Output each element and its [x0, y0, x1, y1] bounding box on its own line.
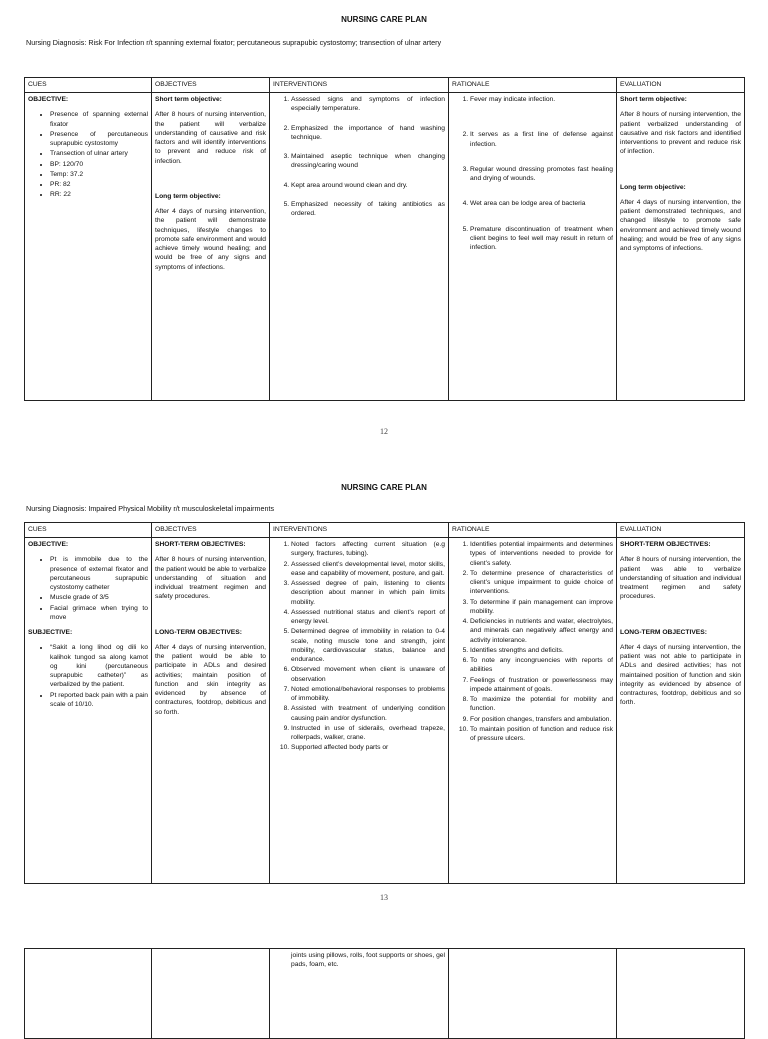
long-term-heading: LONG-TERM OBJECTIVES: [155, 628, 242, 636]
list-item: 2. It serves as a first line of defense against infection. [470, 130, 613, 149]
objectives-cell [152, 93, 270, 401]
list-item: 6. Observed movement when client is unaware of observation [291, 665, 445, 684]
col-header-rationale: RATIONALE [449, 78, 617, 93]
short-term-objective: After 8 hours of nursing intervention, the patient would be able to verbalize understanding of situation and individual treatment regimen and safety procedures. [155, 556, 266, 601]
nursing-diagnosis: Nursing Diagnosis: Impaired Physical Mobility r/t musculoskeletal impairments [26, 504, 275, 513]
list-item: 3. Assessed degree of pain, listening to clients description about manner in which pain limits mobility. [291, 579, 445, 607]
list-item: 2. To determine presence of characteristics of client’s unique impairment to guide choice of interventions. [470, 569, 613, 597]
list-item: 10. To maintain position of function and reduce risk of pressure ulcers. [470, 725, 613, 744]
cues-cell [25, 93, 152, 401]
list-item: 5. Identifies strengths and deficits. [470, 646, 613, 655]
col-header-cues: CUES [25, 78, 152, 93]
list-item: • Pt is immobile due to the presence of external fixator and percutaneous suprapubic cystostomy catheter [50, 555, 148, 592]
list-item: • “Sakit a long lihod og dili ko kalihok tungod sa along kamot og kini (percutaneous suprapubic catheter)” as verbalized by the patient. [50, 643, 148, 689]
list-item: 2. Assessed client’s developmental level, motor skills, ease and capability of movement, posture, and gait. [291, 560, 445, 579]
list-item: 5. Determined degree of immobility in relation to 0-4 scale, noting muscle tone and strength, joint mobility, cardiovascular status, balance and endurance. [291, 627, 445, 664]
nursing-diagnosis: Nursing Diagnosis: Risk For Infection r/t spanning external fixator; percutaneous suprapubic cystostomy; transection of ulnar artery [26, 38, 442, 47]
cues-heading: OBJECTIVE: [28, 96, 69, 103]
list-item: 5. Premature discontinuation of treatment when client begins to feel well may result in return of infection. [470, 225, 613, 253]
col-header-evaluation: EVALUATION [617, 78, 745, 93]
list-item: • RR: 22 [50, 190, 148, 199]
list-item: 4. Assessed nutritional status and client’s report of energy level. [291, 608, 445, 627]
care-plan-table-continued [24, 948, 745, 1039]
list-item: 10. Supported affected body parts or [291, 743, 445, 752]
cues-subjective-list [28, 643, 148, 709]
list-item: 1. Assessed signs and symptoms of infection especially temperature. [291, 95, 445, 114]
list-item: • Presence of percutaneous suprapubic cystostomy [50, 130, 148, 149]
interventions-cell [270, 93, 449, 401]
evaluation-cell [617, 949, 745, 1039]
col-header-interventions: INTERVENTIONS [270, 523, 449, 538]
list-item: • Facial grimace when trying to move [50, 604, 148, 623]
cues-objective-heading: OBJECTIVE: [28, 541, 69, 548]
table-row [25, 949, 745, 1039]
interventions-cell [270, 538, 449, 884]
evaluation-cell [617, 538, 745, 884]
list-item: 4. Kept area around wound clean and dry. [291, 181, 445, 190]
col-header-interventions: INTERVENTIONS [270, 78, 449, 93]
care-plan-table [24, 77, 745, 401]
interventions-list [273, 95, 445, 218]
table-header-row [25, 523, 745, 538]
list-item: 9. For position changes, transfers and ambulation. [470, 715, 613, 724]
list-item: 7. Feelings of frustration or powerlessness may impede attainment of goals. [470, 676, 613, 695]
cues-list [28, 110, 148, 199]
cues-cell [25, 538, 152, 884]
intervention-continuation: joints using pillows, rolls, foot supports or shoes, gel pads, foam, etc. [291, 952, 445, 969]
eval-long: After 4 days of nursing intervention, the patient was not able to participate in ADLs and desired activities; has not maintained position of function and skin integrity as evidenced by absence of contractures, footdrop, debiticus and so forth. [620, 643, 741, 707]
col-header-objectives: OBJECTIVES [152, 523, 270, 538]
rationale-list [452, 540, 613, 743]
cues-objective-list [28, 555, 148, 622]
table-row [25, 93, 745, 401]
short-term-objective: After 8 hours of nursing intervention, the patient will verbalize understanding of causative and risk factors and will identify interventions to prevent and reduce risk of infection. [155, 111, 266, 165]
eval-long: After 4 days of nursing intervention, the patient demonstrated techniques, and changed lifestyle to promote safe environment and achieved timely wound healing; and would be free of any signs and symptoms of infections. [620, 198, 741, 252]
list-item: 8. Assisted with treatment of underlying condition causing pain and/or dysfunction. [291, 704, 445, 723]
cues-cell [25, 949, 152, 1039]
page-number: 12 [380, 427, 388, 436]
rationale-cell [449, 93, 617, 401]
long-term-objective: After 4 days of nursing intervention, the patient will demonstrate techniques, lifestyle changes to promote safe environment and would achieve timely wound healing; and would be free of any signs and symptoms of infections. [155, 208, 266, 271]
eval-short: After 8 hours of nursing intervention, the patient was able to verbalize understanding of situation and individual treatment regimen and safety procedures. [620, 556, 741, 601]
long-term-heading: Long term objective: [155, 192, 221, 200]
objectives-cell [152, 949, 270, 1039]
list-item: 8. To maximize the potential for mobility and function. [470, 695, 613, 714]
eval-short: After 8 hours of nursing intervention, the patient verbalized understanding of causative and risk factors and identified interventions to prevent and reduce risk of infection. [620, 111, 741, 156]
list-item: 1. Noted factors affecting current situation (e.g surgery, fractures, tubing). [291, 540, 445, 559]
care-plan-table [24, 522, 745, 884]
list-item: • Temp: 37.2 [50, 170, 148, 179]
col-header-rationale: RATIONALE [449, 523, 617, 538]
list-item: • PR: 82 [50, 180, 148, 189]
eval-short-heading: SHORT-TERM OBJECTIVES: [620, 541, 711, 548]
col-header-evaluation: EVALUATION [617, 523, 745, 538]
list-item: • Transection of ulnar artery [50, 149, 148, 158]
eval-short-heading: Short term objective: [620, 96, 687, 103]
col-header-objectives: OBJECTIVES [152, 78, 270, 93]
page-title: NURSING CARE PLAN [341, 483, 427, 492]
col-header-cues: CUES [25, 523, 152, 538]
table-header-row [25, 78, 745, 93]
short-term-heading: SHORT-TERM OBJECTIVES: [155, 541, 246, 548]
list-item: 1. Fever may indicate infection. [470, 95, 613, 104]
eval-long-heading: Long term objective: [620, 183, 686, 191]
long-term-objective: After 4 days of nursing intervention, the patient would be able to participate in ADLs and desired activities; maintain position of function and skin integrity as evidenced by absence of contractures, footdrop, debiticus and so forth. [155, 643, 266, 716]
list-item: 5. Emphasized necessity of taking antibiotics as ordered. [291, 200, 445, 219]
list-item: • BP: 120/70 [50, 160, 148, 169]
list-item: 4. Deficiencies in nutrients and water, electrolytes, and minerals can negatively affect energy and activity intolerance. [470, 617, 613, 645]
list-item: • Presence of spanning external fixator [50, 110, 148, 129]
cues-subjective-heading: SUBJECTIVE: [28, 629, 73, 636]
evaluation-cell [617, 93, 745, 401]
page-number: 13 [380, 893, 388, 902]
short-term-heading: Short term objective: [155, 96, 222, 103]
table-row [25, 538, 745, 884]
list-item: • Pt reported back pain with a pain scale of 10/10. [50, 691, 148, 710]
list-item: 6. To note any incongruencies with reports of abilities [470, 656, 613, 675]
rationale-cell [449, 949, 617, 1039]
interventions-cell [270, 949, 449, 1039]
list-item: 1. Identifies potential impairments and determines types of interventions needed to provide for client’s safety. [470, 540, 613, 568]
page-title: NURSING CARE PLAN [341, 15, 427, 24]
list-item: 2. Emphasized the importance of hand washing technique. [291, 124, 445, 143]
list-item: 3. Regular wound dressing promotes fast healing and drying of wounds. [470, 165, 613, 184]
list-item: 4. Wet area can be lodge area of bacteria [470, 199, 613, 208]
list-item: 3. Maintained aseptic technique when changing dressing/caring wound [291, 152, 445, 171]
objectives-cell [152, 538, 270, 884]
interventions-list [273, 540, 445, 753]
list-item: • Muscle grade of 3/5 [50, 593, 148, 602]
eval-long-heading: LONG-TERM OBJECTIVES: [620, 628, 707, 636]
list-item: 3. To determine if pain management can improve mobility. [470, 598, 613, 617]
list-item: 7. Noted emotional/behavioral responses to problems of immobility. [291, 685, 445, 704]
rationale-cell [449, 538, 617, 884]
list-item: 9. Instructed in use of siderails, overhead trapeze, rollerpads, walker, crane. [291, 724, 445, 743]
rationale-list [452, 95, 613, 252]
